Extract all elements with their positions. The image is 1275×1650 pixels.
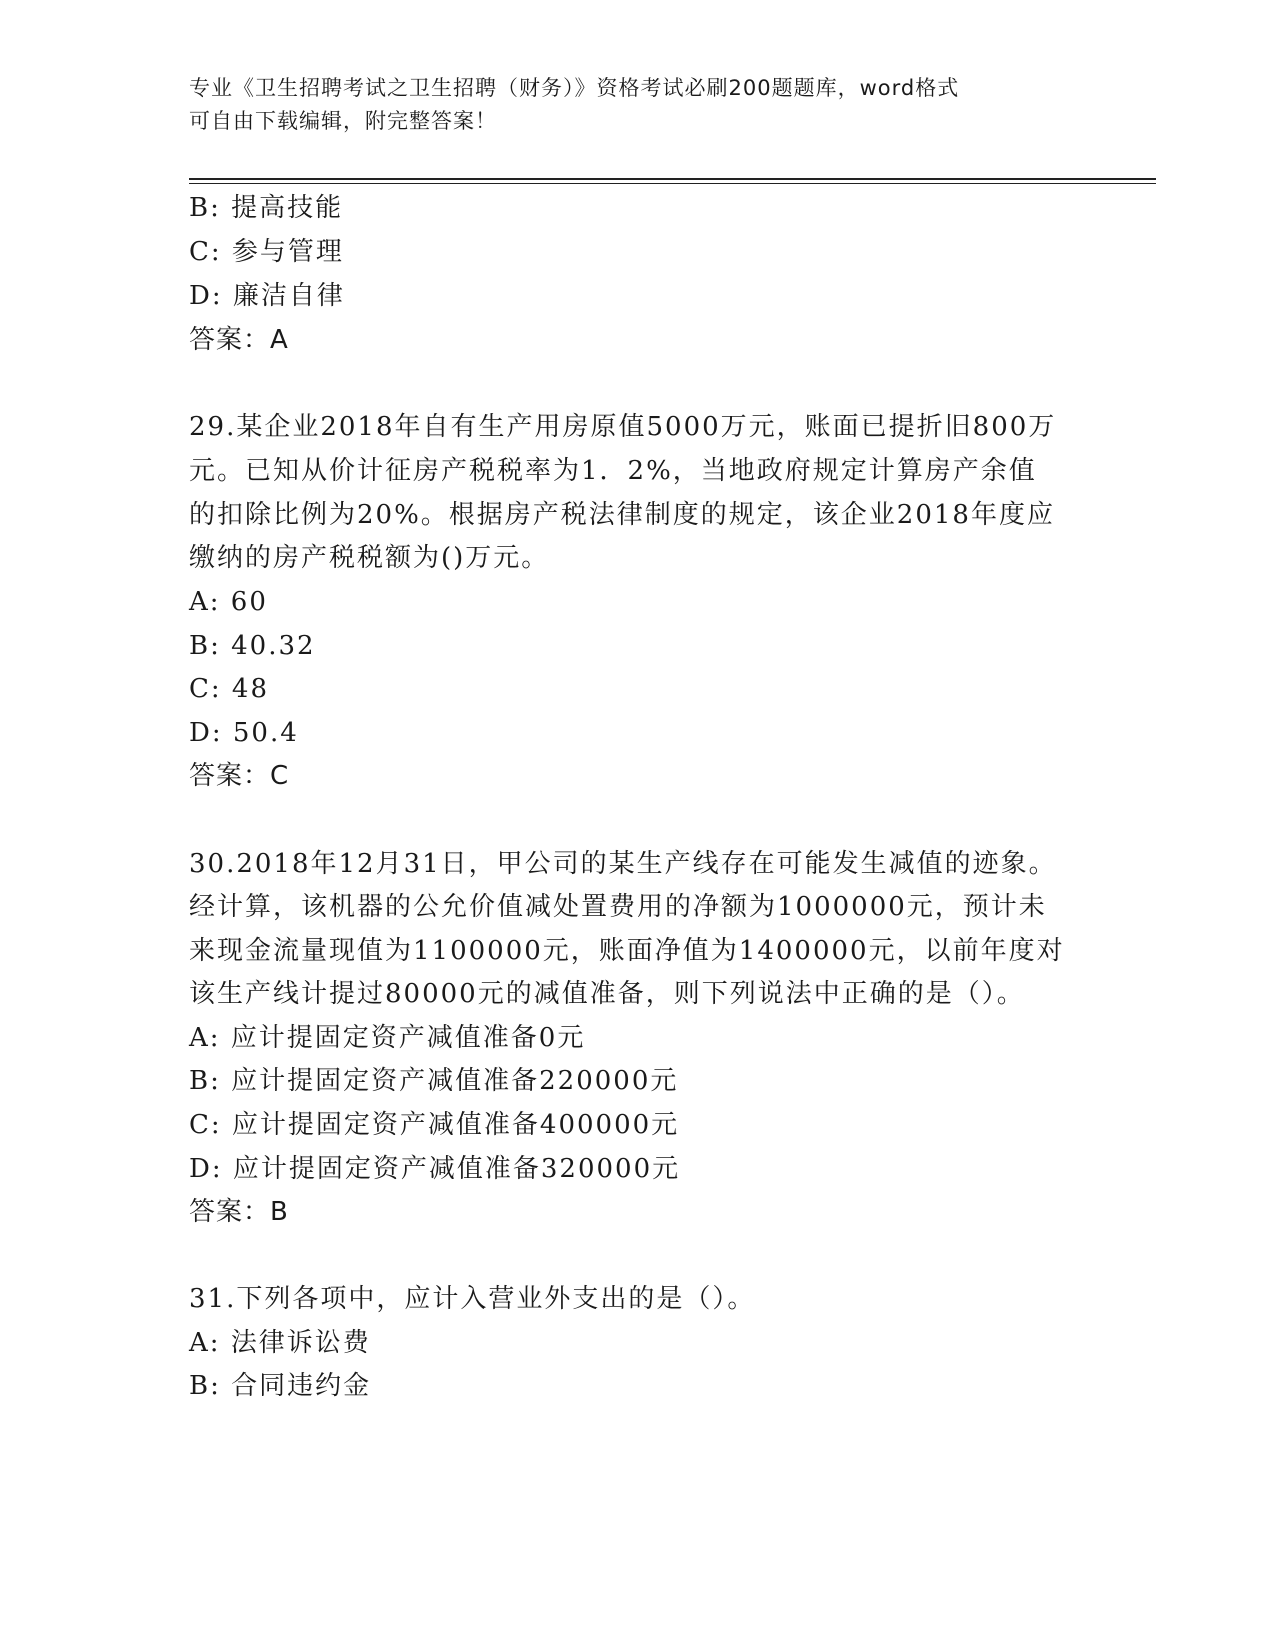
q29-stem-line-1: 29.某企业2018年自有生产用房原值5000万元，账面已提折旧800万 <box>189 412 1057 442</box>
header-line-2: 可自由下载编辑，附完整答案！ <box>189 109 497 133</box>
q28-option-d: D: 廉洁自律 <box>189 281 345 311</box>
q30-stem-line-1: 30.2018年12月31日，甲公司的某生产线存在可能发生减值的迹象。 <box>189 849 1057 879</box>
q30-stem-line-2: 经计算，该机器的公允价值减处置费用的净额为1000000元，预计未 <box>189 892 1047 922</box>
q29-option-c: C: 48 <box>189 674 270 704</box>
q29-stem-line-2: 元。已知从价计征房产税税率为1．2%，当地政府规定计算房产余值 <box>189 456 1037 486</box>
q31-stem-line-1: 31.下列各项中，应计入营业外支出的是（）。 <box>189 1284 756 1314</box>
header-divider-thick <box>189 178 1156 180</box>
q28-option-c: C: 参与管理 <box>189 237 344 267</box>
q31-option-a: A: 法律诉讼费 <box>189 1328 371 1358</box>
q31-option-b: B: 合同违约金 <box>189 1371 372 1401</box>
q29-option-b: B: 40.32 <box>189 631 316 661</box>
q28-answer: 答案：A <box>189 325 289 355</box>
q30-option-c: C: 应计提固定资产减值准备400000元 <box>189 1110 680 1140</box>
q30-stem-line-3: 来现金流量现值为1100000元，账面净值为1400000元，以前年度对 <box>189 936 1065 966</box>
q30-option-b: B: 应计提固定资产减值准备220000元 <box>189 1066 679 1096</box>
q29-stem-line-3: 的扣除比例为20%。根据房产税法律制度的规定，该企业2018年度应 <box>189 500 1055 530</box>
header-line-1: 专业《卫生招聘考试之卫生招聘（财务）》资格考试必刷200题题库，word格式 <box>189 76 960 100</box>
header-divider-thin <box>189 183 1156 184</box>
q28-option-b: B: 提高技能 <box>189 193 344 223</box>
q30-stem-line-4: 该生产线计提过80000元的减值准备，则下列说法中正确的是（）。 <box>189 979 1025 1009</box>
q30-option-d: D: 应计提固定资产减值准备320000元 <box>189 1154 681 1184</box>
document-header <box>189 72 1089 138</box>
q29-stem-line-4: 缴纳的房产税税额为()万元。 <box>189 543 550 573</box>
q30-answer: 答案：B <box>189 1197 289 1227</box>
q29-answer: 答案：C <box>189 761 290 791</box>
q30-option-a: A: 应计提固定资产减值准备0元 <box>189 1023 586 1053</box>
q29-option-a: A: 60 <box>189 587 268 617</box>
q29-option-d: D: 50.4 <box>189 718 299 748</box>
